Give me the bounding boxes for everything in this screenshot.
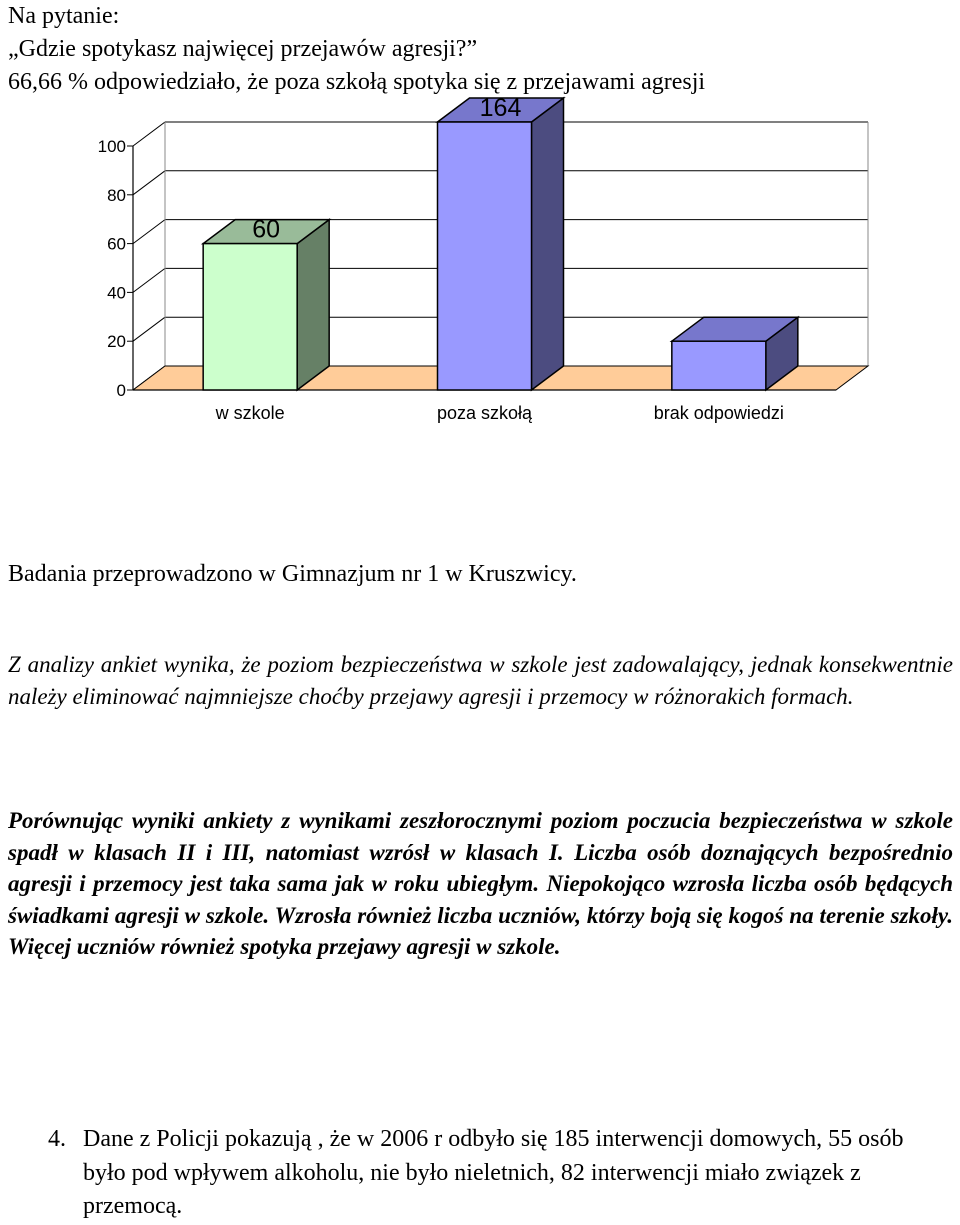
x-category-label: poza szkołą (436, 403, 533, 423)
police-data-item (48, 1123, 928, 1224)
bar (438, 98, 564, 390)
bar (203, 220, 329, 390)
chart-bars (203, 98, 798, 390)
item-text: Dane z Policji pokazują , że w 2006 r odbyło się 185 interwencji domowych, 55 osób było pod wpływem alkoholu, nie było nieletnich, 82 interwencji miało związek z przemocą. (83, 1126, 904, 1219)
y-tick-label: 80 (107, 185, 126, 205)
bar (672, 317, 798, 390)
y-tick-label: 40 (107, 283, 126, 303)
bar-side (532, 98, 564, 390)
y-tick-label: 20 (107, 332, 126, 352)
gridline-side (133, 268, 165, 292)
data-label: 164 (479, 94, 522, 122)
comparison-paragraph: Porównując wyniki ankiety z wynikami zeszłorocznymi poziom poczucia bezpieczeństwa w szkole spadł w klasach II i III, natomiast wzrósł w klasach I. Liczba osób doznających bezpośrednio agresji i przemocy jest taka sama jak w roku ubiegłym. Niepokojąco wzrosła liczba osób będących świadkami agresji w szkole. Wzrosła również liczba uczniów, którzy boją się kogoś na terenie szkoły. Więcej uczniów również spotyka przejawy agresji w szkole. (8, 808, 953, 959)
bar-front (203, 244, 297, 390)
gridline-side (133, 122, 165, 146)
gridline-side (133, 171, 165, 195)
bar-chart (0, 94, 960, 440)
analysis-paragraph: Z analizy ankiet wynika, że poziom bezpieczeństwa w szkole jest zadowalający, jednak konsekwentnie należy eliminować najmniejsze choćby przejawy agresji i przemocy w różnorakich formach. (8, 652, 953, 709)
survey-location-caption: Badania przeprowadzono w Gimnazjum nr 1 w Kruszwicy. (8, 561, 577, 587)
item-number: 4. (48, 1126, 66, 1152)
x-category-label: brak odpowiedzi (653, 403, 784, 423)
gridline-side (133, 220, 165, 244)
result-summary: 66,66 % odpowiedziało, że poza szkołą spotyka się z przejawami agresji (8, 69, 706, 95)
gridline-side (133, 317, 165, 341)
bar-front (672, 341, 766, 390)
question-heading: Na pytanie: (8, 3, 120, 29)
bar-side (297, 220, 329, 390)
intro-text (8, 0, 705, 99)
question-text: „Gdzie spotykasz najwięcej przejawów agresji?” (8, 36, 478, 62)
bar-front (438, 122, 532, 390)
y-tick-label: 100 (97, 137, 126, 156)
y-tick-label: 60 (107, 234, 126, 254)
y-tick-label: 0 (116, 381, 126, 400)
data-label: 60 (252, 215, 281, 244)
x-category-label: w szkole (215, 403, 285, 423)
